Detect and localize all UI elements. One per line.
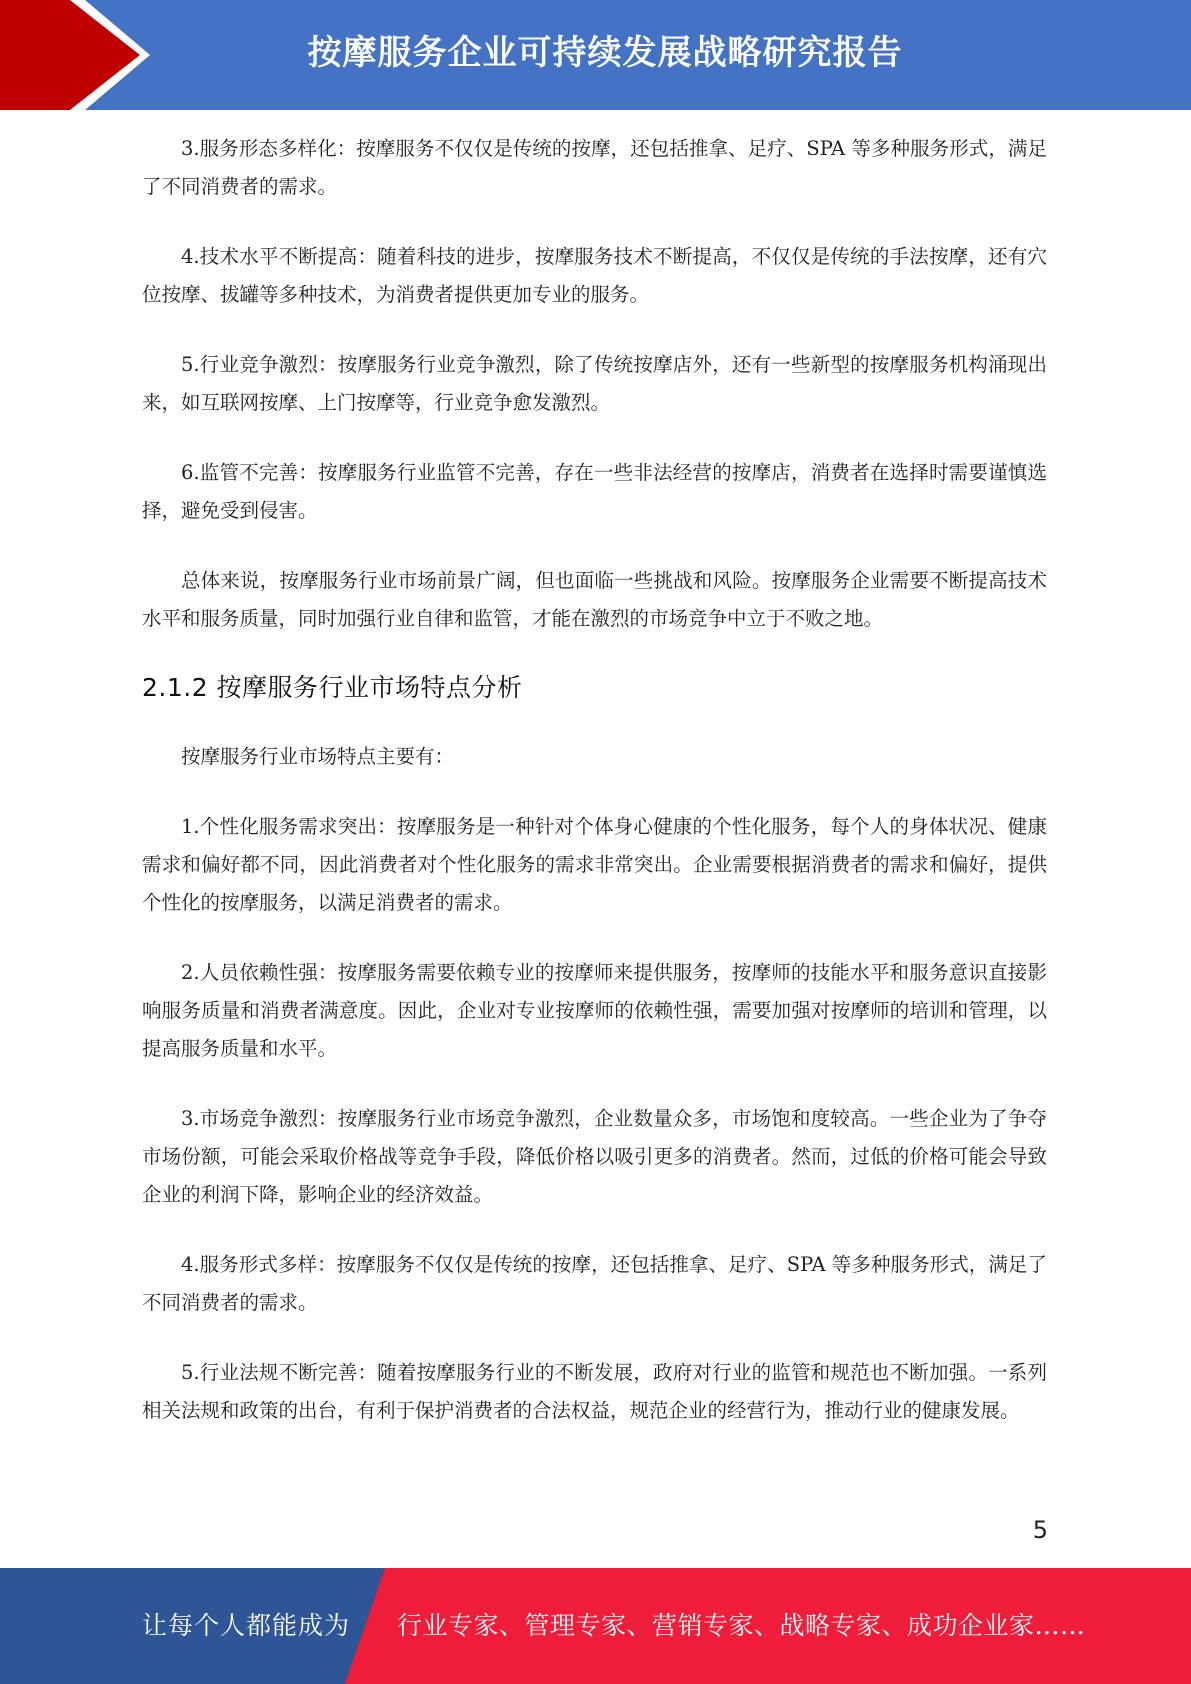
paragraph: 3.服务形态多样化：按摩服务不仅仅是传统的按摩，还包括推拿、足疗、SPA 等多种服务形式，满足了不同消费者的需求。 <box>142 137 1047 198</box>
paragraph: 4.服务形式多样：按摩服务不仅仅是传统的按摩，还包括推拿、足疗、SPA 等多种服务形式，满足了不同消费者的需求。 <box>142 1253 1047 1314</box>
footer-banner <box>0 1568 1191 1684</box>
page-number: 5 <box>1032 1516 1048 1544</box>
section-heading: 2.1.2 按摩服务行业市场特点分析 <box>142 673 523 702</box>
paragraph: 5.行业竞争激烈：按摩服务行业竞争激烈，除了传统按摩店外，还有一些新型的按摩服务机构涌现出来，如互联网按摩、上门按摩等，行业竞争愈发激烈。 <box>142 353 1047 414</box>
report-title: 按摩服务企业可持续发展战略研究报告 <box>307 33 903 73</box>
paragraph: 3.市场竞争激烈：按摩服务行业市场竞争激烈，企业数量众多，市场饱和度较高。一些企业为了争夺市场份额，可能会采取价格战等竞争手段，降低价格以吸引更多的消费者。然而，过低的价格可能会导致企业的利润下降，影响企业的经济效益。 <box>142 1107 1047 1206</box>
paragraph: 5.行业法规不断完善：随着按摩服务行业的不断发展，政府对行业的监管和规范也不断加强。一系列相关法规和政策的出台，有利于保护消费者的合法权益，规范企业的经营行为，推动行业的健康发展。 <box>142 1361 1047 1422</box>
paragraph: 总体来说，按摩服务行业市场前景广阔，但也面临一些挑战和风险。按摩服务企业需要不断提高技术水平和服务质量，同时加强行业自律和监管，才能在激烈的市场竞争中立于不败之地。 <box>142 569 1047 630</box>
paragraph: 按摩服务行业市场特点主要有： <box>181 745 455 768</box>
footer-slogan-right: 行业专家、管理专家、营销专家、战略专家、成功企业家…… <box>397 1611 1086 1640</box>
paragraph: 2.人员依赖性强：按摩服务需要依赖专业的按摩师来提供服务，按摩师的技能水平和服务意识直接影响服务质量和消费者满意度。因此，企业对专业按摩师的依赖性强，需要加强对按摩师的培训和管理，以提高服务质量和水平。 <box>142 961 1047 1060</box>
header-arrow-decoration <box>0 0 150 110</box>
paragraph: 1.个性化服务需求突出：按摩服务是一种针对个体身心健康的个性化服务，每个人的身体状况、健康需求和偏好都不同，因此消费者对个性化服务的需求非常突出。企业需要根据消费者的需求和偏好，提供个性化的按摩服务，以满足消费者的需求。 <box>142 815 1047 914</box>
paragraph: 6.监管不完善：按摩服务行业监管不完善，存在一些非法经营的按摩店，消费者在选择时需要谨慎选择，避免受到侵害。 <box>142 461 1047 522</box>
paragraph: 4.技术水平不断提高：随着科技的进步，按摩服务技术不断提高，不仅仅是传统的手法按摩，还有穴位按摩、拔罐等多种技术，为消费者提供更加专业的服务。 <box>142 245 1047 306</box>
footer-slogan-left: 让每个人都能成为 <box>142 1611 351 1640</box>
header-banner <box>0 0 1191 110</box>
page-content <box>142 130 1047 1462</box>
